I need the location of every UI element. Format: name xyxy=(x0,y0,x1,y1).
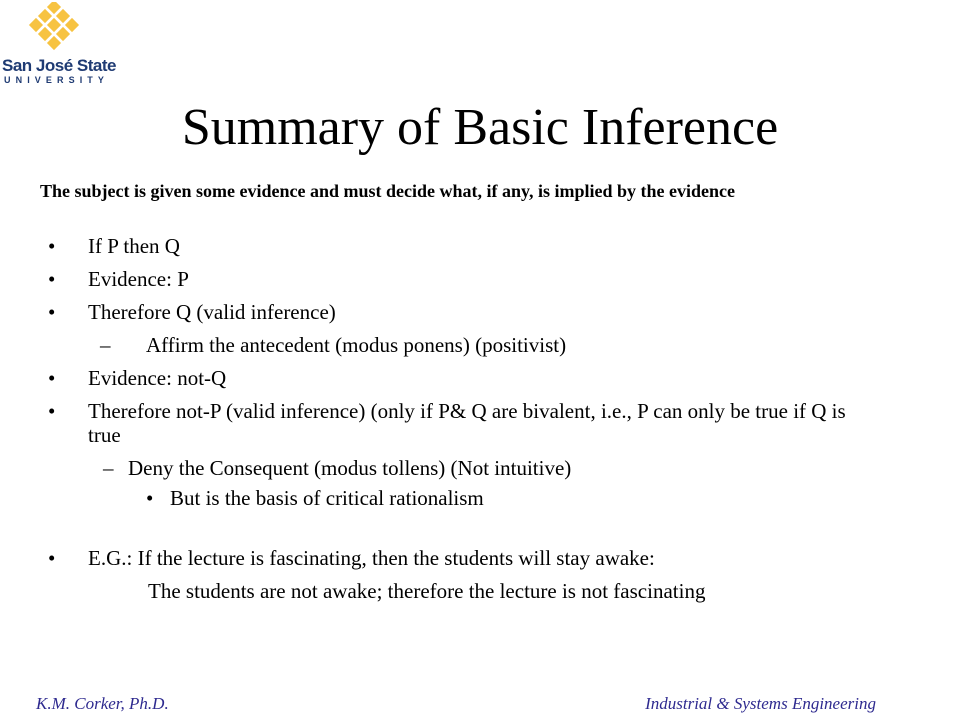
bullet-item: Therefore not-P (valid inference) (only if P& Q are bivalent, i.e., P can only be true if Q is true xyxy=(88,399,846,447)
sub-item: Affirm the antecedent (modus ponens) (positivist) xyxy=(146,333,567,357)
university-logo xyxy=(0,0,116,92)
dash-icon: – xyxy=(100,333,111,357)
diamond-lattice-icon xyxy=(18,2,90,56)
bullet-item: Evidence: P xyxy=(88,267,189,291)
logo-subtitle: UNIVERSITY xyxy=(4,75,110,85)
slide-title: Summary of Basic Inference xyxy=(181,99,779,156)
bullet-icon: • xyxy=(48,267,56,291)
footer-department: Industrial & Systems Engineering xyxy=(645,694,876,713)
sub-item: Deny the Consequent (modus tollens) (Not intuitive) xyxy=(128,456,572,480)
dash-icon: – xyxy=(103,456,114,480)
sub-bullet-icon: • xyxy=(146,486,154,510)
footer-author: K.M. Corker, Ph.D. xyxy=(36,694,169,713)
bullet-icon: • xyxy=(48,546,56,570)
example-conclusion: The students are not awake; therefore the lecture is not fascinating xyxy=(148,579,706,603)
bullet-item: E.G.: If the lecture is fascinating, then the students will stay awake: xyxy=(88,546,655,570)
bullet-icon: • xyxy=(48,300,56,324)
bullet-item: If P then Q xyxy=(88,234,180,258)
bullet-icon: • xyxy=(48,366,56,390)
intro-text: The subject is given some evidence and must decide what, if any, is implied by the evidence xyxy=(40,181,736,201)
bullet-icon: • xyxy=(48,234,56,258)
logo-name: San José State xyxy=(2,56,116,75)
sub-sub-item: But is the basis of critical rationalism xyxy=(170,486,484,510)
bullet-icon: • xyxy=(48,399,56,423)
bullet-item: Therefore Q (valid inference) xyxy=(88,300,336,324)
bullet-item: Evidence: not-Q xyxy=(88,366,227,390)
